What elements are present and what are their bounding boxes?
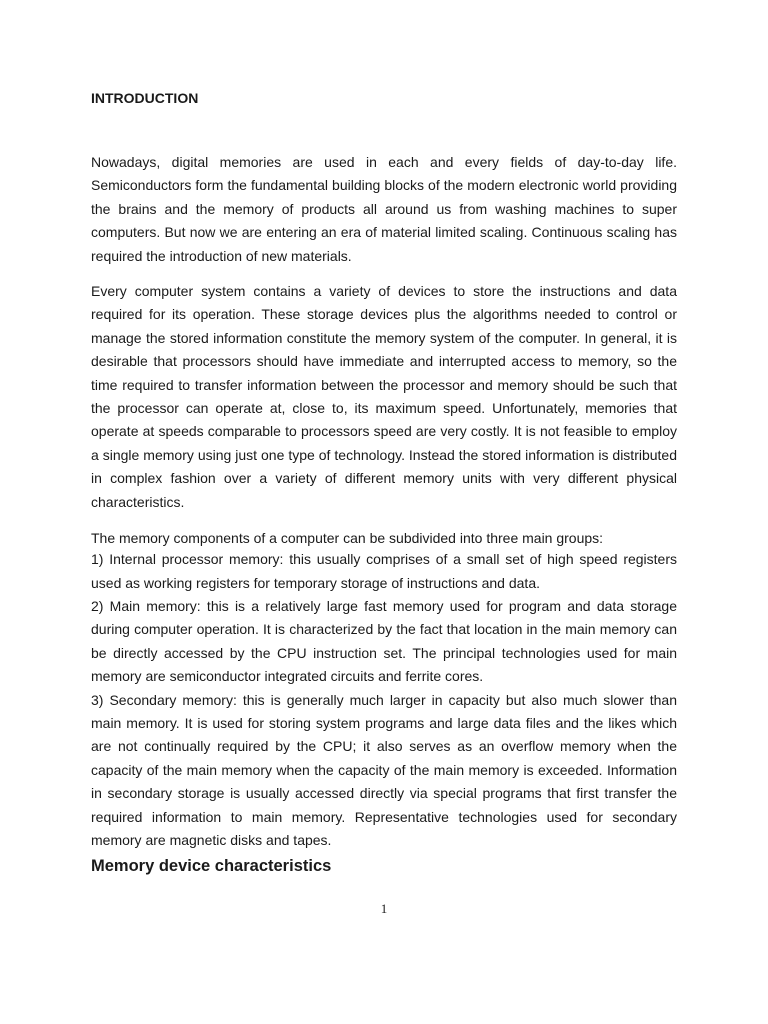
list-item-internal-memory: 1) Internal processor memory: this usually comprises of a small set of high speed registers used as working registers for temporary storage of instructions and data. xyxy=(91,551,677,591)
page-heading: INTRODUCTION xyxy=(91,90,199,106)
page-number: 1 xyxy=(380,901,388,916)
list-item-main-memory: 2) Main memory: this is a relatively large fast memory used for program and data storage during computer operation. It is characterized by the fact that location in the main memory can be directly accessed by the CPU instruction set. The principal technologies used for main memory are semiconductor integrated circuits and ferrite cores. xyxy=(91,597,677,685)
list-item-secondary-memory: 3) Secondary memory: this is generally much larger in capacity but also much slower than main memory. It is used for storing system programs and large data files and the likes which are not continually required by the CPU; it also serves as an overflow memory when the capacity of the main memory when the capacity of the main memory is exceeded. Information in secondary storage is usually accessed directly via special programs that first transfer the required information to main memory. Representative technologies used for secondary memory are magnetic disks and tapes. xyxy=(91,691,677,848)
section-title: Memory device characteristics xyxy=(91,857,332,876)
memory-groups-intro: The memory components of a computer can be subdivided into three main groups: xyxy=(91,530,604,547)
memory-system-paragraph: Every computer system contains a variety of devices to store the instructions and data required for its operation. These storage devices plus the algorithms needed to control or manage the stored information constitute the memory system of the computer. In general, it is desirable that processors should have immediate and interrupted access to memory, so the time required to transfer information between the processor and memory should be such that the processor can operate at, close to, its maximum speed. Unfortunately, memories that operate at speeds comparable to processors speed are very costly. It is not feasible to employ a single memory using just one type of technology. Instead the stored information is distributed in complex fashion over a variety of different memory units with very different physical characteristics. xyxy=(91,283,677,510)
intro-paragraph: Nowadays, digital memories are used in each and every fields of day-to-day life. Semiconductors form the fundamental building blocks of the modern electronic world providing the brains and the memory of products all around us from washing machines to super computers. But now we are entering an era of material limited scaling. Continuous scaling has required the introduction of new materials. xyxy=(91,154,677,264)
page-content xyxy=(91,88,677,878)
